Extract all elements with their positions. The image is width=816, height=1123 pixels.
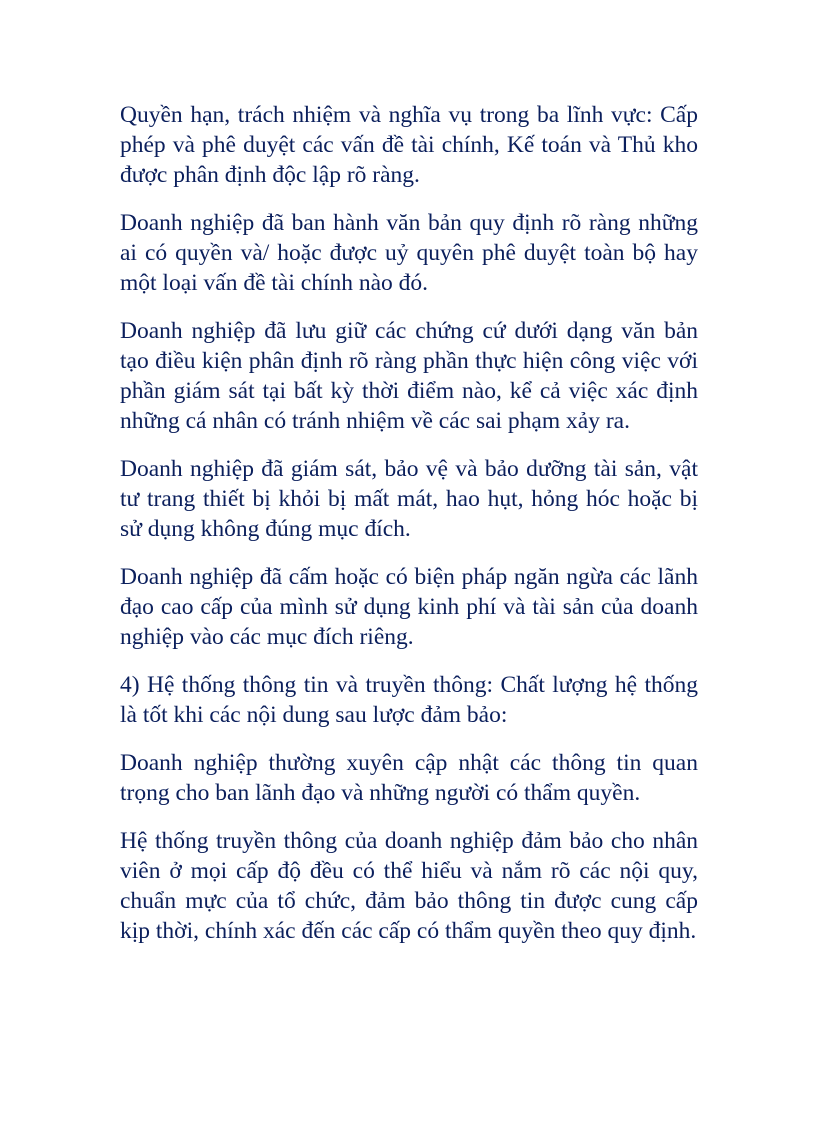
paragraph-information-system-heading: 4) Hệ thống thông tin và truyền thông: Chất lượng hệ thống là tốt khi các nội dung sau lược đảm bảo:: [120, 672, 698, 728]
paragraph-leadership-restrictions: Doanh nghiệp đã cấm hoặc có biện pháp ngăn ngừa các lãnh đạo cao cấp của mình sử dụng kinh phí và tài sản của doanh nghiệp vào các mục đích riêng.: [120, 564, 698, 650]
paragraph-asset-protection: Doanh nghiệp đã giám sát, bảo vệ và bảo dưỡng tài sản, vật tư trang thiết bị khỏi bị mất mát, hao hụt, hỏng hóc hoặc bị sử dụng không đúng mục đích.: [120, 456, 698, 542]
paragraph-evidence-records: Doanh nghiệp đã lưu giữ các chứng cứ dưới dạng văn bản tạo điều kiện phân định rõ ràng phần thực hiện công việc với phần giám sát tại bất kỳ thời điểm nào, kể cả việc xác định những cá nhân có tránh nhiệm về các sai phạm xảy ra.: [120, 318, 698, 434]
paragraph-communication-system: Hệ thống truyền thông của doanh nghiệp đảm bảo cho nhân viên ở mọi cấp độ đều có thể hiểu và nắm rõ các nội quy, chuẩn mực của tổ chức, đảm bảo thông tin được cung cấp kịp thời, chính xác đến các cấp có thẩm quyền theo quy định.: [120, 828, 698, 944]
paragraph-information-updates: Doanh nghiệp thường xuyên cập nhật các thông tin quan trọng cho ban lãnh đạo và những người có thẩm quyền.: [120, 750, 698, 806]
paragraph-approval-rules: Doanh nghiệp đã ban hành văn bản quy định rõ ràng những ai có quyền và/ hoặc được uỷ quyên phê duyệt toàn bộ hay một loại vấn đề tài chính nào đó.: [120, 210, 698, 296]
document-page: [120, 100, 698, 964]
paragraph-authority-separation: Quyền hạn, trách nhiệm và nghĩa vụ trong ba lĩnh vực: Cấp phép và phê duyệt các vấn đề tài chính, Kế toán và Thủ kho được phân định độc lập rõ ràng.: [120, 102, 698, 188]
